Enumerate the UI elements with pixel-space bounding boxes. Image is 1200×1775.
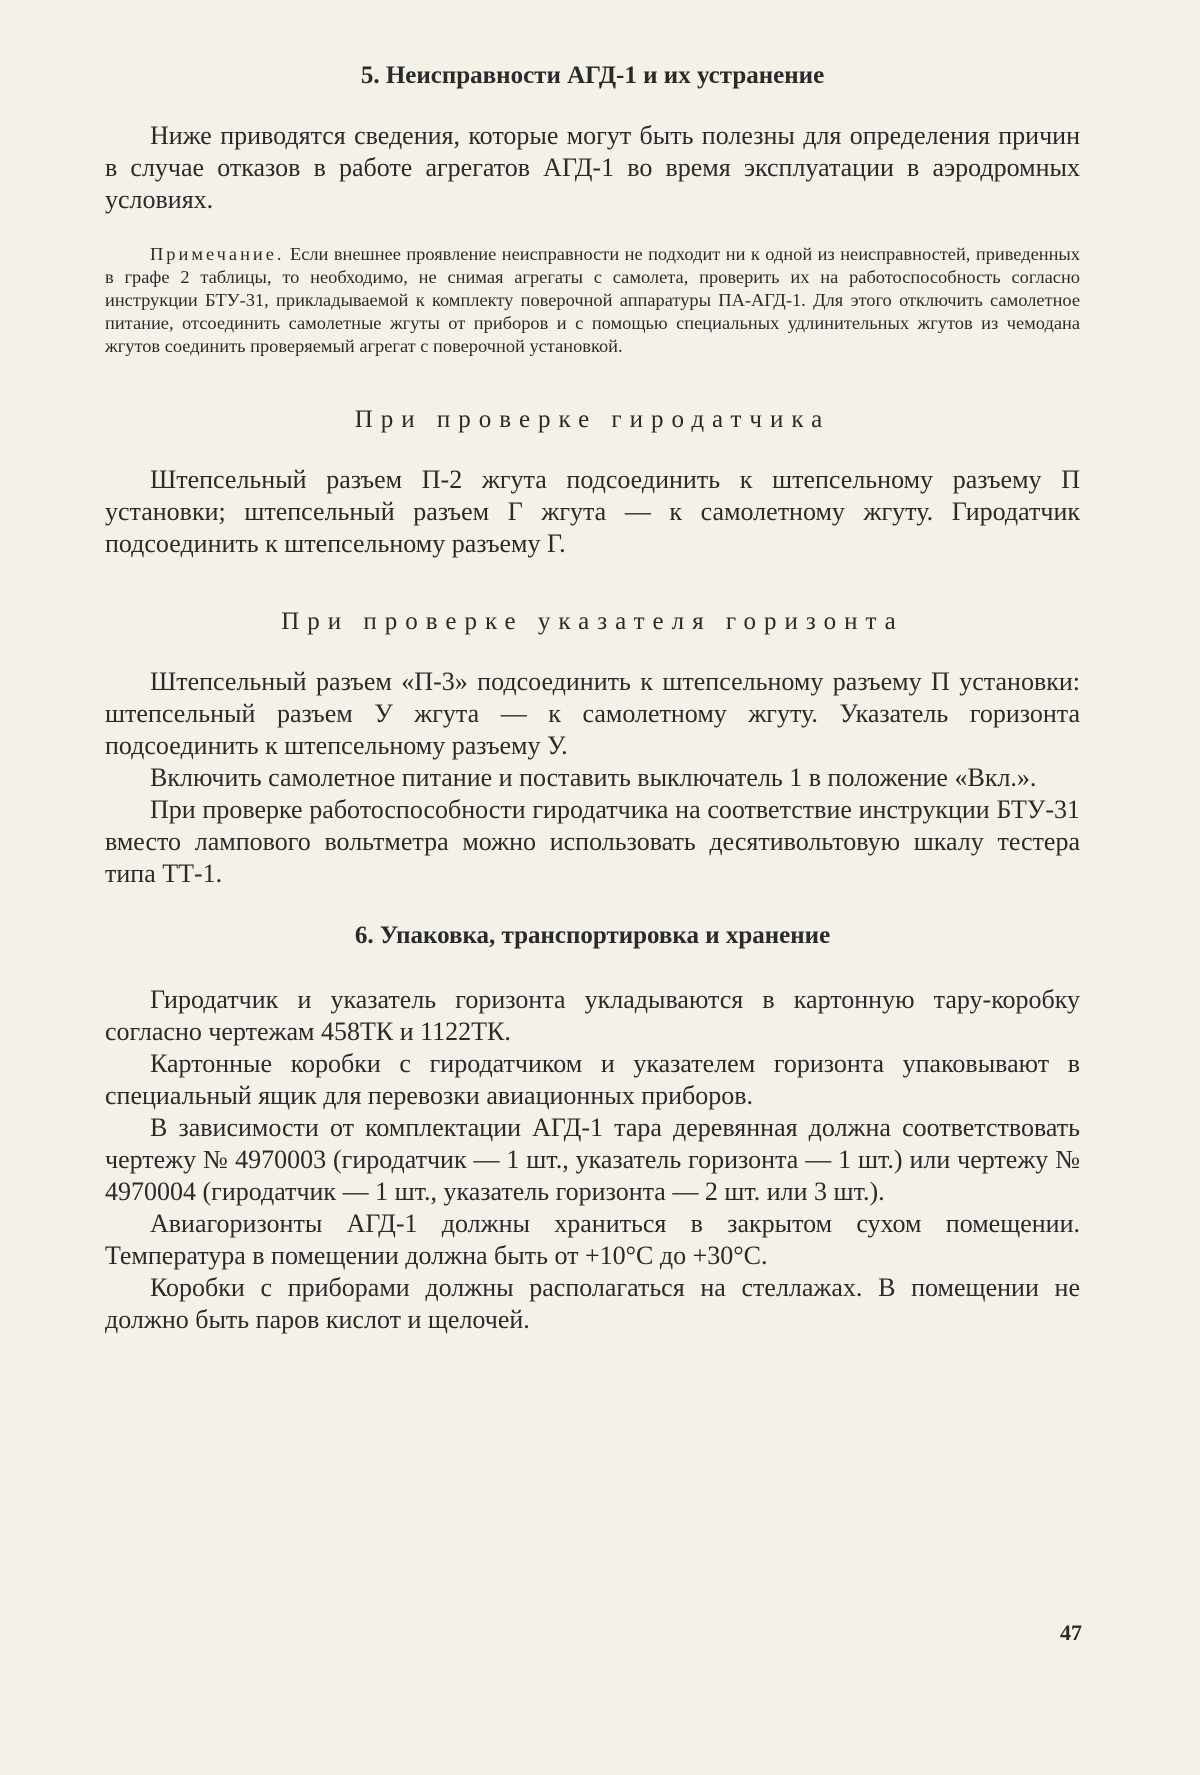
section-6-paragraph: Авиагоризонты АГД-1 должны храниться в закрытом сухом помещении. Температура в помещении должна быть от +10°С до +30°С.	[105, 1209, 1080, 1270]
section-6-paragraph: Гиродатчик и указатель горизонта укладываются в картонную тару-коробку согласно чертежам 458ТК и 1122ТК.	[105, 985, 1080, 1046]
gyro-check-heading: При проверке гиродатчика	[354, 406, 831, 433]
gyro-check-text: Штепсельный разъем П-2 жгута подсоединить к штепсельному разъему П установки; штепсельный разъем Г жгута — к самолетному жгуту. Гиродатчик подсоединить к штепсельному разъему Г.	[105, 465, 1080, 558]
section-5-title: 5. Неисправности АГД-1 и их устранение	[360, 62, 825, 89]
indicator-paragraph: Штепсельный разъем «П-3» подсоединить к штепсельному разъему П установки: штепсельный разъем У жгута — к самолетному жгуту. Указатель горизонта подсоединить к штепсельному разъему У.	[105, 667, 1080, 760]
note-paragraph	[105, 243, 1080, 358]
document-page	[105, 62, 1080, 1336]
section-6-paragraph: В зависимости от комплектации АГД-1 тара деревянная должна соответствовать чертежу № 4970003 (гиродатчик — 1 шт., указатель горизонта — 1 шт.) или чертежу № 4970004 (гиродатчик — 1 шт., указатель горизонта — 2 шт. или 3 шт.).	[105, 1113, 1080, 1206]
indicator-check-heading: При проверке указателя горизонта	[281, 608, 904, 635]
section-5-intro: Ниже приводятся сведения, которые могут быть полезны для определения причин в случае отказов в работе агрегатов АГД-1 во время эксплуатации в аэродромных условиях.	[105, 121, 1080, 214]
page-number: 47	[1060, 1620, 1082, 1645]
indicator-paragraph: Включить самолетное питание и поставить выключатель 1 в положение «Вкл.».	[150, 763, 1037, 792]
indicator-paragraph: При проверке работоспособности гиродатчика на соответствие инструкции БТУ-31 вместо лампового вольтметра можно использовать десятивольтовую шкалу тестера типа ТТ-1.	[105, 795, 1080, 888]
note-text: Если внешнее проявление неисправности не подходит ни к одной из неисправностей, приведенных в графе 2 таблицы, то необходимо, не снимая агрегаты с самолета, проверить их на работоспособность согласно инструкции БТУ-31, прикладываемой к комплекту поверочной аппаратуры ПА-АГД-1. Для этого отключить самолетное питание, отсоединить самолетные жгуты от приборов и с помощью специальных удлинительных жгутов из чемодана жгутов соединить проверяемый агрегат с поверочной установкой.	[105, 244, 1080, 356]
note-label: Примечание.	[150, 244, 285, 264]
section-6-title: 6. Упаковка, транспортировка и хранение	[354, 922, 831, 949]
section-6-paragraph: Картонные коробки с гиродатчиком и указателем горизонта упаковывают в специальный ящик для перевозки авиационных приборов.	[105, 1049, 1080, 1110]
section-6-paragraph: Коробки с приборами должны располагаться на стеллажах. В помещении не должно быть паров кислот и щелочей.	[105, 1273, 1080, 1334]
